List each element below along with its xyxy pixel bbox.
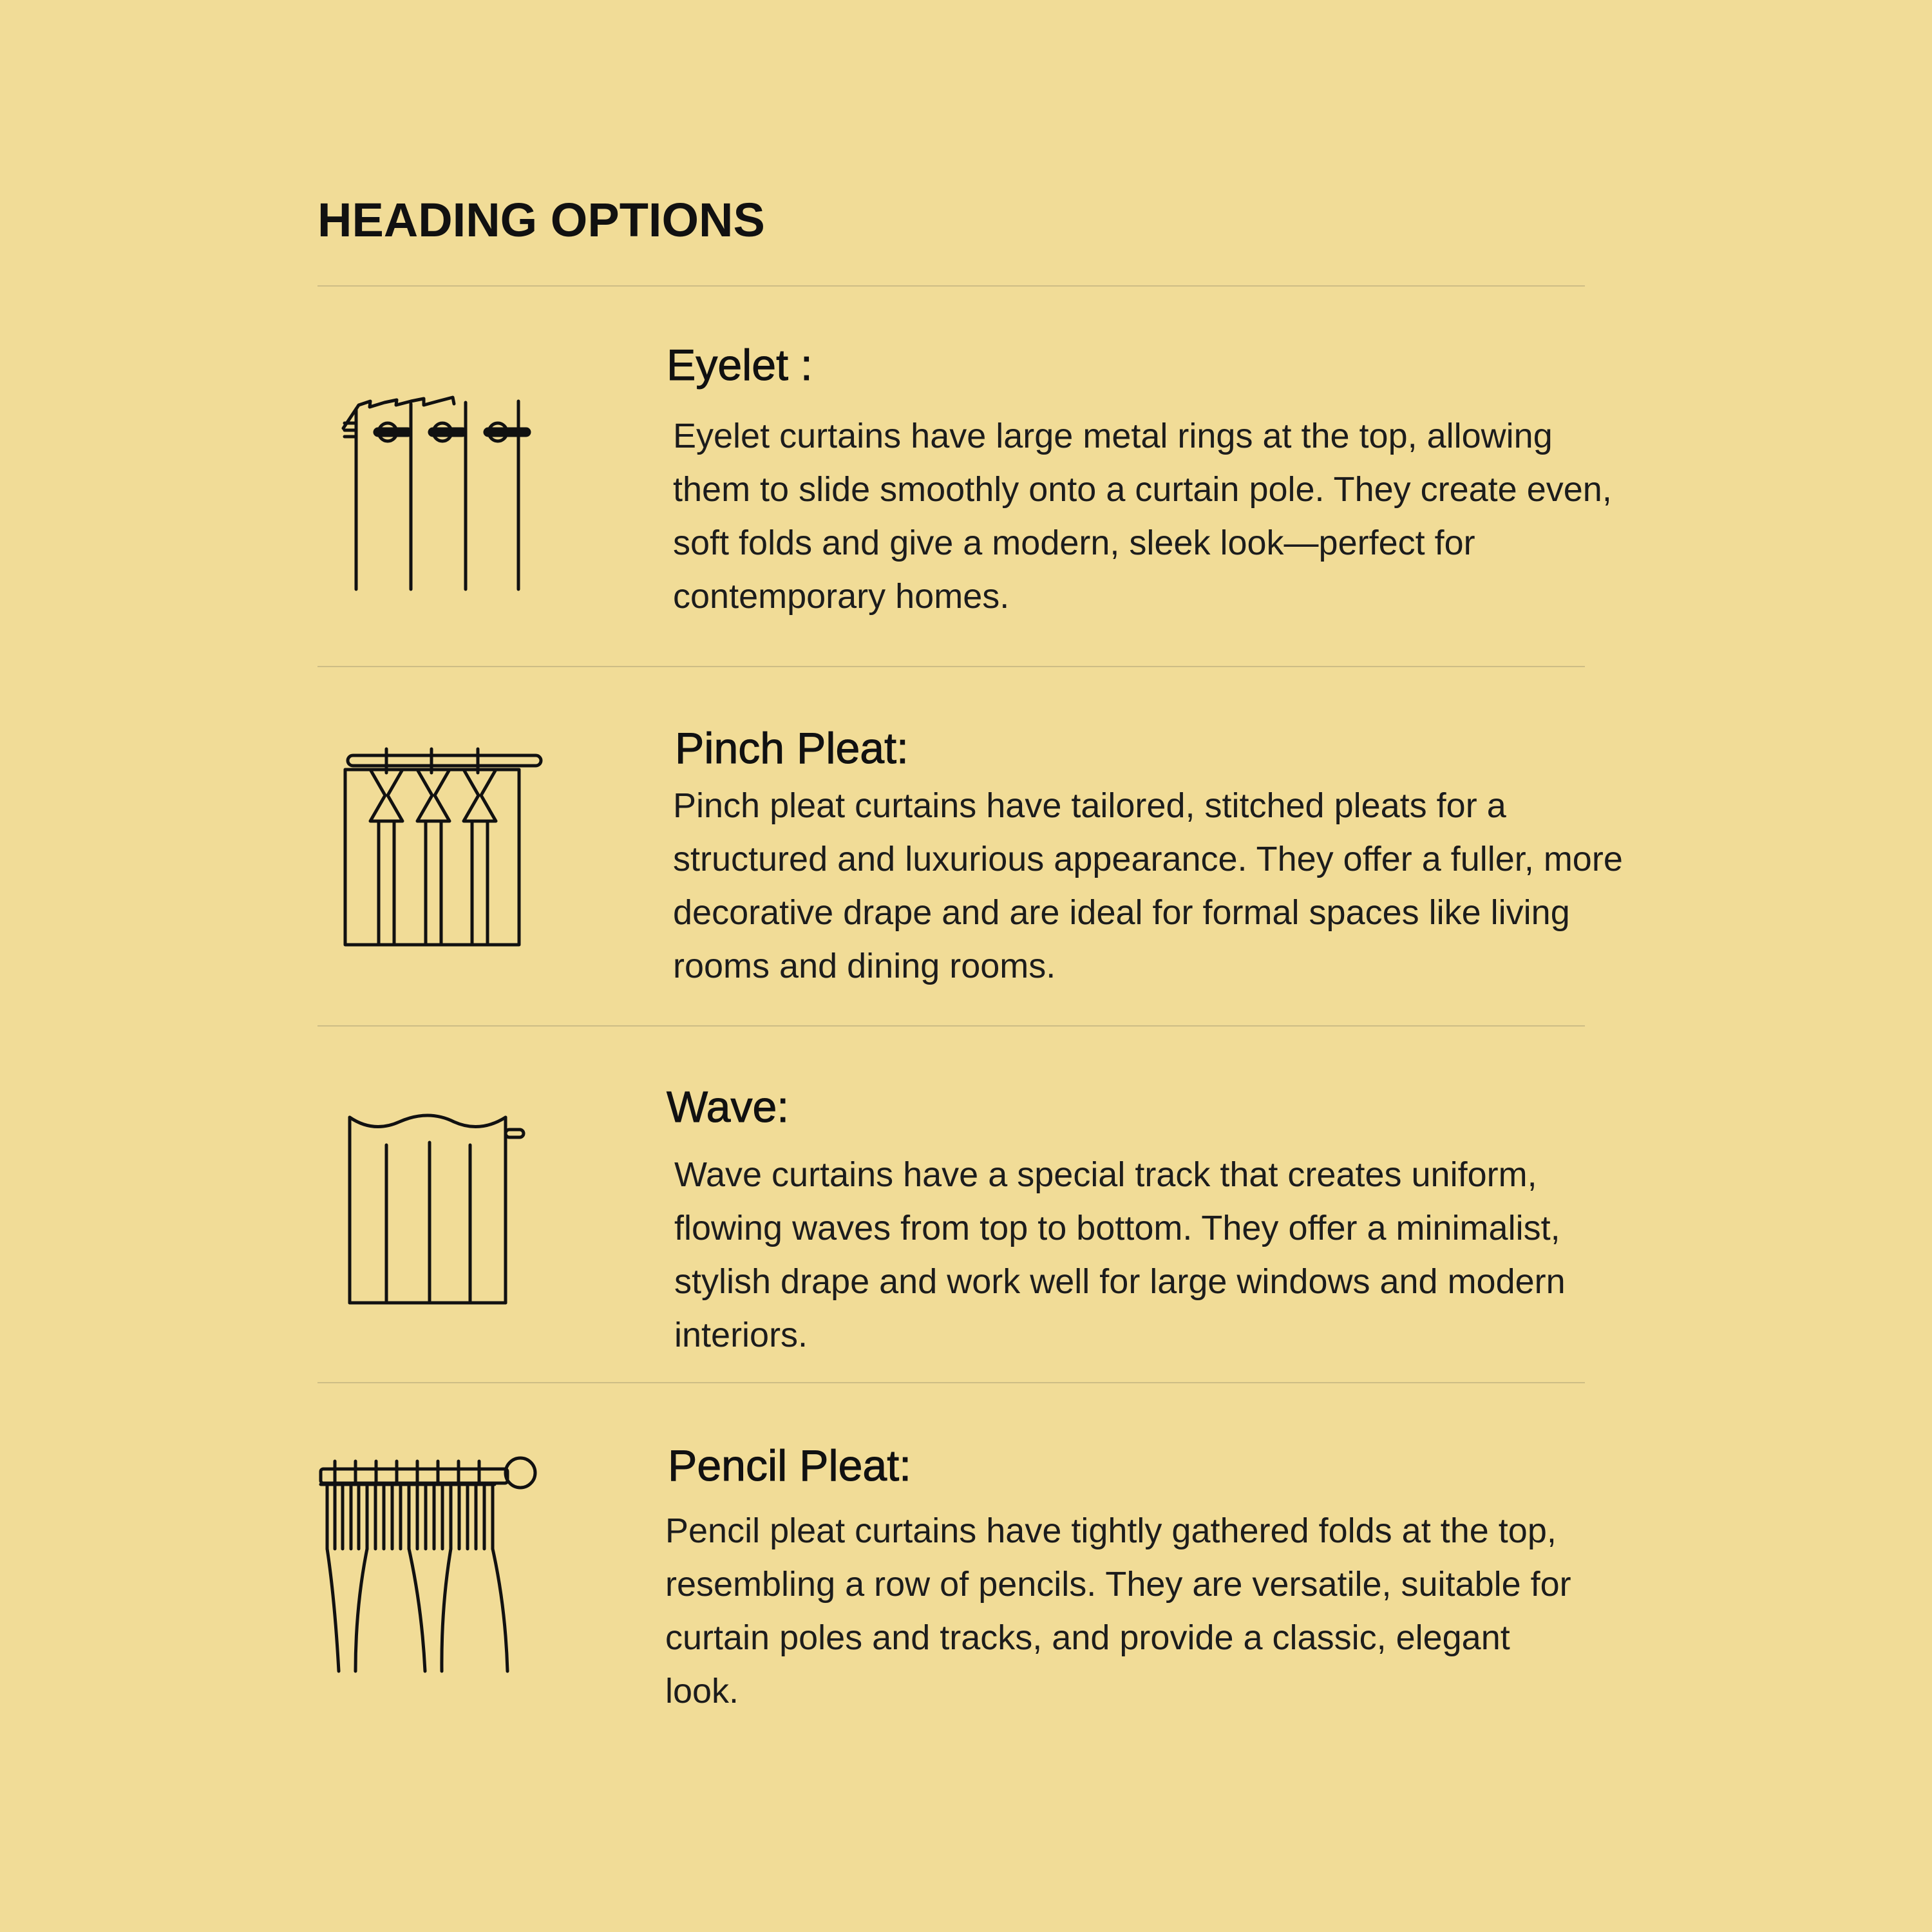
divider xyxy=(317,666,1585,667)
divider xyxy=(317,1025,1585,1027)
divider xyxy=(317,1382,1585,1383)
option-description: Pencil pleat curtains have tightly gathered folds at the top, resembling a row of pencils. They are versatile, suitable for curtain poles and tracks, and provide a classic, elegant look. xyxy=(665,1511,1571,1710)
pinch-pleat-curtain-icon xyxy=(341,744,547,950)
option-description: Wave curtains have a special track that creates uniform, flowing waves from top to bottom. They offer a minimalist, stylish drape and work well for large windows and modern interiors. xyxy=(674,1155,1566,1354)
pencil-pleat-curtain-icon xyxy=(316,1452,547,1678)
option-title: Eyelet : xyxy=(667,341,813,390)
eyelet-curtain-icon xyxy=(341,396,535,596)
option-title: Pencil Pleat: xyxy=(668,1441,911,1490)
divider xyxy=(317,285,1585,287)
option-title: Wave: xyxy=(667,1083,790,1132)
option-description: Pinch pleat curtains have tailored, stitched pleats for a structured and luxurious appearance. They offer a fuller, more decorative drape and are ideal for formal spaces like living rooms and dining rooms. xyxy=(673,786,1623,985)
option-description: Eyelet curtains have large metal rings at the top, allowing them to slide smoothly onto a curtain pole. They create even, soft folds and give a modern, sleek look—perfect for contemporary homes. xyxy=(673,417,1612,616)
page-title: HEADING OPTIONS xyxy=(317,193,765,247)
option-title: Pinch Pleat: xyxy=(675,724,909,773)
wave-curtain-icon xyxy=(348,1108,541,1307)
